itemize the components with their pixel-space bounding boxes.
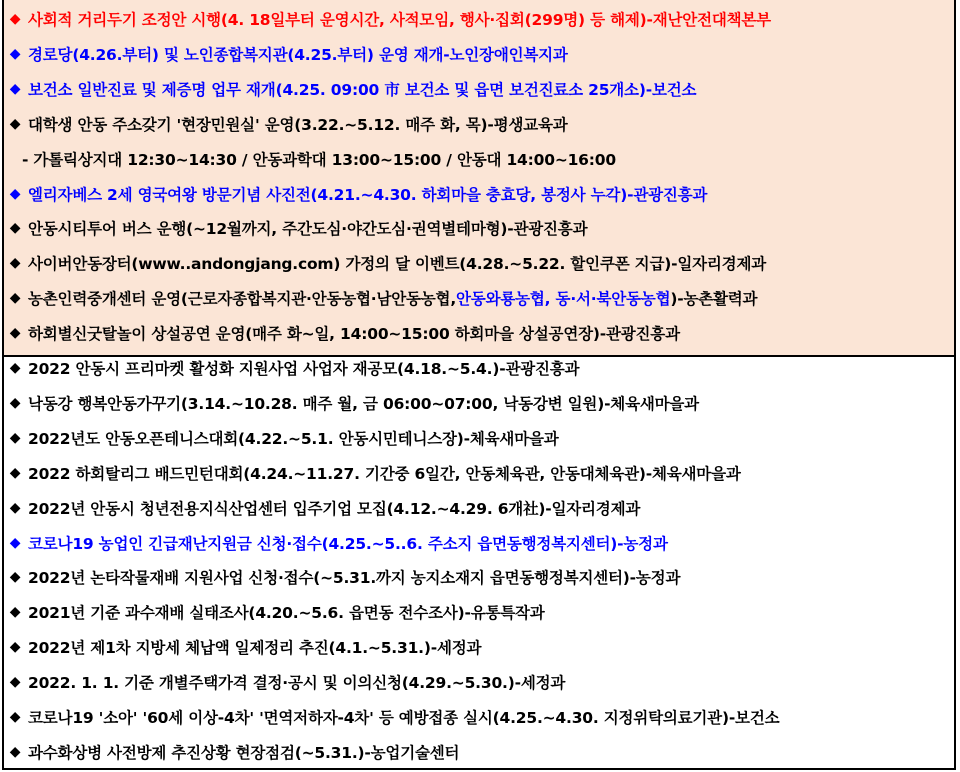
- notice-item: [4, 491, 954, 525]
- notice-text: 코로나19 농업인 긴급재난지원금 신청·접수(4.25.~5..6. 주소지 읍면동행정복지센터)-농정과: [28, 534, 668, 553]
- diamond-icon: ◆: [9, 499, 21, 516]
- notice-item: [4, 735, 954, 769]
- diamond-icon: ◆: [9, 45, 21, 62]
- notice-item: [4, 700, 954, 734]
- diamond-icon: ◆: [9, 674, 21, 691]
- notice-item: [4, 526, 954, 560]
- diamond-icon: ◆: [9, 429, 21, 446]
- notice-text: 2021년 기준 과수재배 실태조사(4.20.~5.6. 읍면동 전수조사)-유통특작과: [28, 604, 545, 623]
- diamond-icon: ◆: [9, 534, 21, 551]
- diamond-icon: ◆: [9, 255, 21, 272]
- diamond-icon: ◆: [9, 394, 21, 411]
- notice-text: 2022. 1. 1. 기준 개별주택가격 결정·공시 및 이의신청(4.29.~5.30.)-세정과: [28, 674, 566, 693]
- diamond-icon: ◆: [9, 185, 21, 202]
- notice-item: [4, 2, 954, 36]
- diamond-icon: ◆: [9, 220, 21, 237]
- diamond-icon: ◆: [9, 639, 21, 656]
- notice-text: 안동시티투어 버스 운행(~12월까지, 주간도심·야간도심·권역별테마형)-관광진흥과: [28, 220, 588, 239]
- diamond-icon: ◆: [9, 569, 21, 586]
- diamond-icon: ◆: [9, 11, 21, 27]
- notice-item: [4, 595, 954, 629]
- notice-item: [4, 107, 954, 141]
- diamond-icon: ◆: [9, 743, 21, 760]
- notice-item: [4, 281, 954, 315]
- notice-item: [4, 560, 954, 594]
- notice-text: 과수화상병 사전방제 추진상황 현장점검(~5.31.)-농업기술센터: [28, 743, 460, 762]
- notice-item: [4, 211, 954, 245]
- notice-item: [4, 421, 954, 455]
- notice-text: 코로나19 '소아' '60세 이상-4차' '면역저하자-4차' 등 예방접종 실시(4.25.~4.30. 지정위탁의료기관)-보건소: [28, 709, 780, 727]
- diamond-icon: ◆: [9, 290, 21, 307]
- notice-text: 보건소 일반진료 및 제증명 업무 재개(4.25. 09:00 市 보건소 및 읍면 보건진료소 25개소)-보건소: [28, 80, 697, 99]
- notice-item: [4, 386, 954, 420]
- notice-text: 2022년 제1차 지방세 체납액 일제정리 추진(4.1.~5.31.)-세정과: [28, 639, 482, 658]
- notice-text: 2022년 논타작물재배 지원사업 신청·접수(~5.31.까지 농지소재지 읍면동행정복지센터)-농정과: [28, 569, 681, 588]
- notice-item: [4, 316, 954, 350]
- notice-item: [4, 37, 954, 71]
- diamond-icon: ◆: [9, 325, 21, 342]
- notice-item: [4, 72, 954, 106]
- notice-text: 사회적 거리두기 조정안 시행(4. 18일부터 운영시간, 사적모임, 행사·집회(299명) 등 해제)-재난안전대책본부: [28, 11, 771, 29]
- notice-item: [4, 142, 954, 176]
- diamond-icon: ◆: [9, 80, 21, 97]
- notice-item: [4, 456, 954, 490]
- diamond-icon: ◆: [9, 115, 21, 132]
- notice-text: - 가톨릭상지대 12:30~14:30 / 안동과학대 13:00~15:00 / 안동대 14:00~16:00: [22, 150, 616, 169]
- notice-text: 2022 하회탈리그 배드민턴대회(4.24.~11.27. 기간중 6일간, 안동체육관, 안동대체육관)-체육새마을과: [28, 464, 741, 483]
- notice-text: 사이버안동장터(www..andongjang.com) 가정의 달 이벤트(4.28.~5.22. 할인쿠폰 지급)-일자리경제과: [28, 255, 766, 274]
- notice-text-part: )-농촌활력과: [670, 290, 758, 309]
- notice-item: [4, 177, 954, 211]
- notice-item: [4, 665, 954, 699]
- notice-text-part: 안동와룡농협, 동·서·북안동농협: [456, 290, 671, 309]
- notice-text: 낙동강 행복안동가꾸기(3.14.~10.28. 매주 월, 금 06:00~07:00, 낙동강변 일원)-체육새마을과: [28, 394, 699, 413]
- notice-text: 대학생 안동 주소갖기 '현장민원실' 운영(3.22.~5.12. 매주 화, 목)-평생교육과: [28, 115, 568, 134]
- notice-text: 2022 안동시 프리마켓 활성화 지원사업 사업자 재공모(4.18.~5.4.)-관광진흥과: [28, 360, 580, 378]
- notice-item: [4, 351, 954, 385]
- notice-item: [4, 630, 954, 664]
- diamond-icon: ◆: [9, 604, 21, 621]
- diamond-icon: ◆: [9, 360, 21, 376]
- notice-text: 2022년 안동시 청년전용지식산업센터 입주기업 모집(4.12.~4.29. 6개社)-일자리경제과: [28, 499, 641, 518]
- diamond-icon: ◆: [9, 709, 21, 725]
- notice-board: [2, 0, 956, 770]
- notice-text: 엘리자베스 2세 영국여왕 방문기념 사진전(4.21.~4.30. 하회마을 충효당, 봉정사 누각)-관광진흥과: [28, 185, 708, 204]
- notice-item: [4, 246, 954, 280]
- diamond-icon: ◆: [9, 464, 21, 481]
- notice-text-part: 농촌인력중개센터 운영(근로자종합복지관·안동농협·남안동농협,: [28, 290, 457, 309]
- notice-text: 하회별신굿탈놀이 상설공연 운영(매주 화~일, 14:00~15:00 하회마을 상설공연장)-관광진흥과: [28, 325, 680, 344]
- notice-text: 2022년도 안동오픈테니스대회(4.22.~5.1. 안동시민테니스장)-체육새마을과: [28, 429, 559, 448]
- notice-text: 경로당(4.26.부터) 및 노인종합복지관(4.25.부터) 운영 재개-노인장애인복지과: [28, 45, 568, 64]
